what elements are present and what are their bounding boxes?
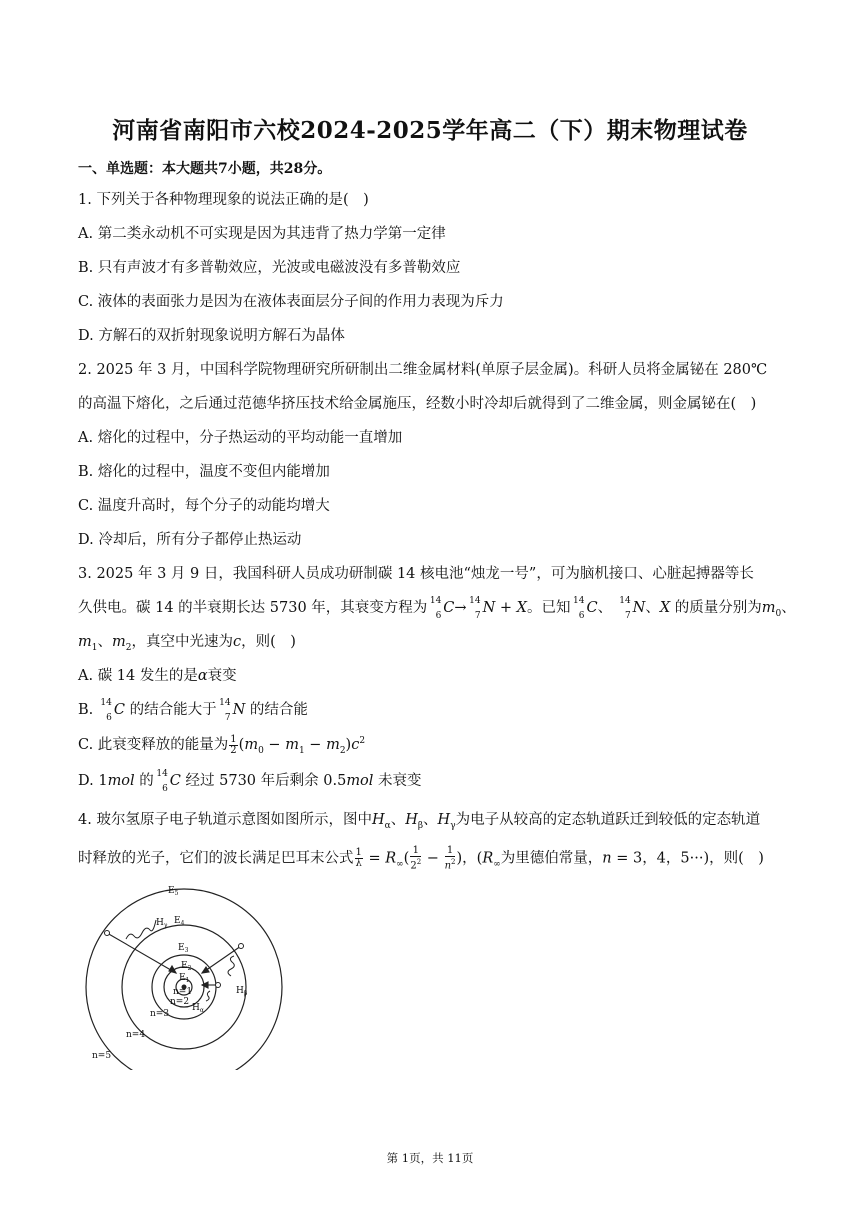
q2-option-a: A. 熔化的过程中，分子热运动的平均动能一直增加: [78, 430, 403, 446]
label-n4: n=4: [126, 1030, 146, 1040]
q3-stem-line1: 3. 2025 年 3 月 9 日，我国科研人员成功研制碳 14 核电池“烛龙一号”，可为脑机接口、心脏起搏器等长: [78, 566, 754, 582]
photon-h-gamma: [126, 920, 156, 939]
q3-stem-line3: $m_1$、$m_2$，真空中光速为c，则( ): [78, 634, 296, 653]
label-n3: n=3: [150, 1009, 170, 1019]
q3-option-b: B. 14 6 C 的结合能大于 14 7 N 的结合能: [78, 698, 308, 723]
label-e5: $E_5$: [168, 886, 179, 897]
label-h-beta: $H_\beta$: [236, 986, 248, 997]
q4-stem-line2: 时释放的光子，它们的波长满足巴耳末公式 $\frac{1}{\lambda}$ = $R_\infty$( $\frac{1}{2^2}$ − $\frac{1}{n^2}$ )，($R_\infty$为里德伯常量，n = 3，4，5···)，则( ): [78, 845, 764, 872]
label-n5: n=5: [92, 1051, 112, 1061]
q3-option-a: A. 碳 14 发生的是α衰变: [78, 668, 237, 684]
page-footer: 第 1页，共 11页: [386, 1151, 474, 1165]
q1-option-b: B. 只有声波才有多普勒效应，光波或电磁波没有多普勒效应: [78, 260, 461, 276]
q3-option-c: C. 此衰变释放的能量为 $\frac{1}{2}$ $(m_0 - m_1 - m_2)c^2$: [78, 733, 366, 756]
label-h-gamma: $H_\gamma$: [156, 918, 168, 929]
q1-stem: 1. 下列关于各种物理现象的说法正确的是( ): [78, 192, 369, 208]
q3-stem-text-a: 久供电。碳 14 的半衰期长达 5730 年，其衰变方程为: [78, 600, 428, 616]
page-title: 河南省南阳市六校2024-2025学年高二（下）期末物理试卷: [112, 117, 748, 144]
section-heading: 一、单选题：本大题共7小题，共28分。: [78, 161, 332, 177]
q1-option-a: A. 第二类永动机不可实现是因为其违背了热力学第一定律: [78, 226, 446, 242]
bohr-orbit-diagram: [78, 876, 308, 1070]
label-e3: $E_3$: [178, 943, 189, 954]
q2-option-c: C. 温度升高时，每个分子的动能均增大: [78, 498, 330, 514]
q4-stem-line1: 4. 玻尔氢原子电子轨道示意图如图所示，图中$H_\alpha$、$H_\beta$、$H_\gamma$为电子从较高的定态轨道跃迁到较低的定态轨道: [78, 812, 761, 831]
q3-stem-line2: 久供电。碳 14 的半衰期长达 5730 年，其衰变方程为 14 6 C→ 14 7 N + X。已知 14 6 C、 14 7 N、X 的质量分别为$m_0$、: [78, 596, 796, 621]
q3-stem-text-b: 。已知: [526, 600, 571, 616]
label-e4: $E_4$: [174, 916, 185, 927]
label-n2: n=2: [170, 997, 190, 1007]
q2-stem-line1: 2. 2025 年 3 月，中国科学院物理研究所研制出二维金属材料(单原子层金属)。科研人员将金属铋在 280℃: [78, 362, 768, 378]
label-n1: n=1: [173, 987, 193, 997]
q3-stem-text-e: ，则( ): [241, 634, 296, 650]
q3-option-d: D. 1mol 的 14 6 C 经过 5730 年后剩余 0.5mol 未衰变: [78, 769, 422, 794]
q1-option-d: D. 方解石的双折射现象说明方解石为晶体: [78, 328, 345, 344]
q3-stem-text-c: 的质量分别为: [674, 600, 762, 616]
q1-option-c: C. 液体的表面张力是因为在液体表面层分子间的作用力表现为斥力: [78, 294, 504, 310]
photon-h-beta: [228, 956, 234, 976]
q2-stem-line2: 的高温下熔化，之后通过范德华挤压技术给金属施压，经数小时冷却后就得到了二维金属，则金属铋在( ): [78, 396, 757, 412]
q2-option-b: B. 熔化的过程中，温度不变但内能增加: [78, 464, 330, 480]
photon-h-alpha: [206, 991, 210, 1001]
label-e2: $E_2$: [181, 961, 192, 972]
q2-option-d: D. 冷却后，所有分子都停止热运动: [78, 532, 302, 548]
q3-stem-text-d: ，真空中光速为: [131, 634, 233, 650]
label-h-alpha: $H_\alpha$: [192, 1003, 204, 1014]
label-e1: $E_1$: [179, 973, 190, 984]
